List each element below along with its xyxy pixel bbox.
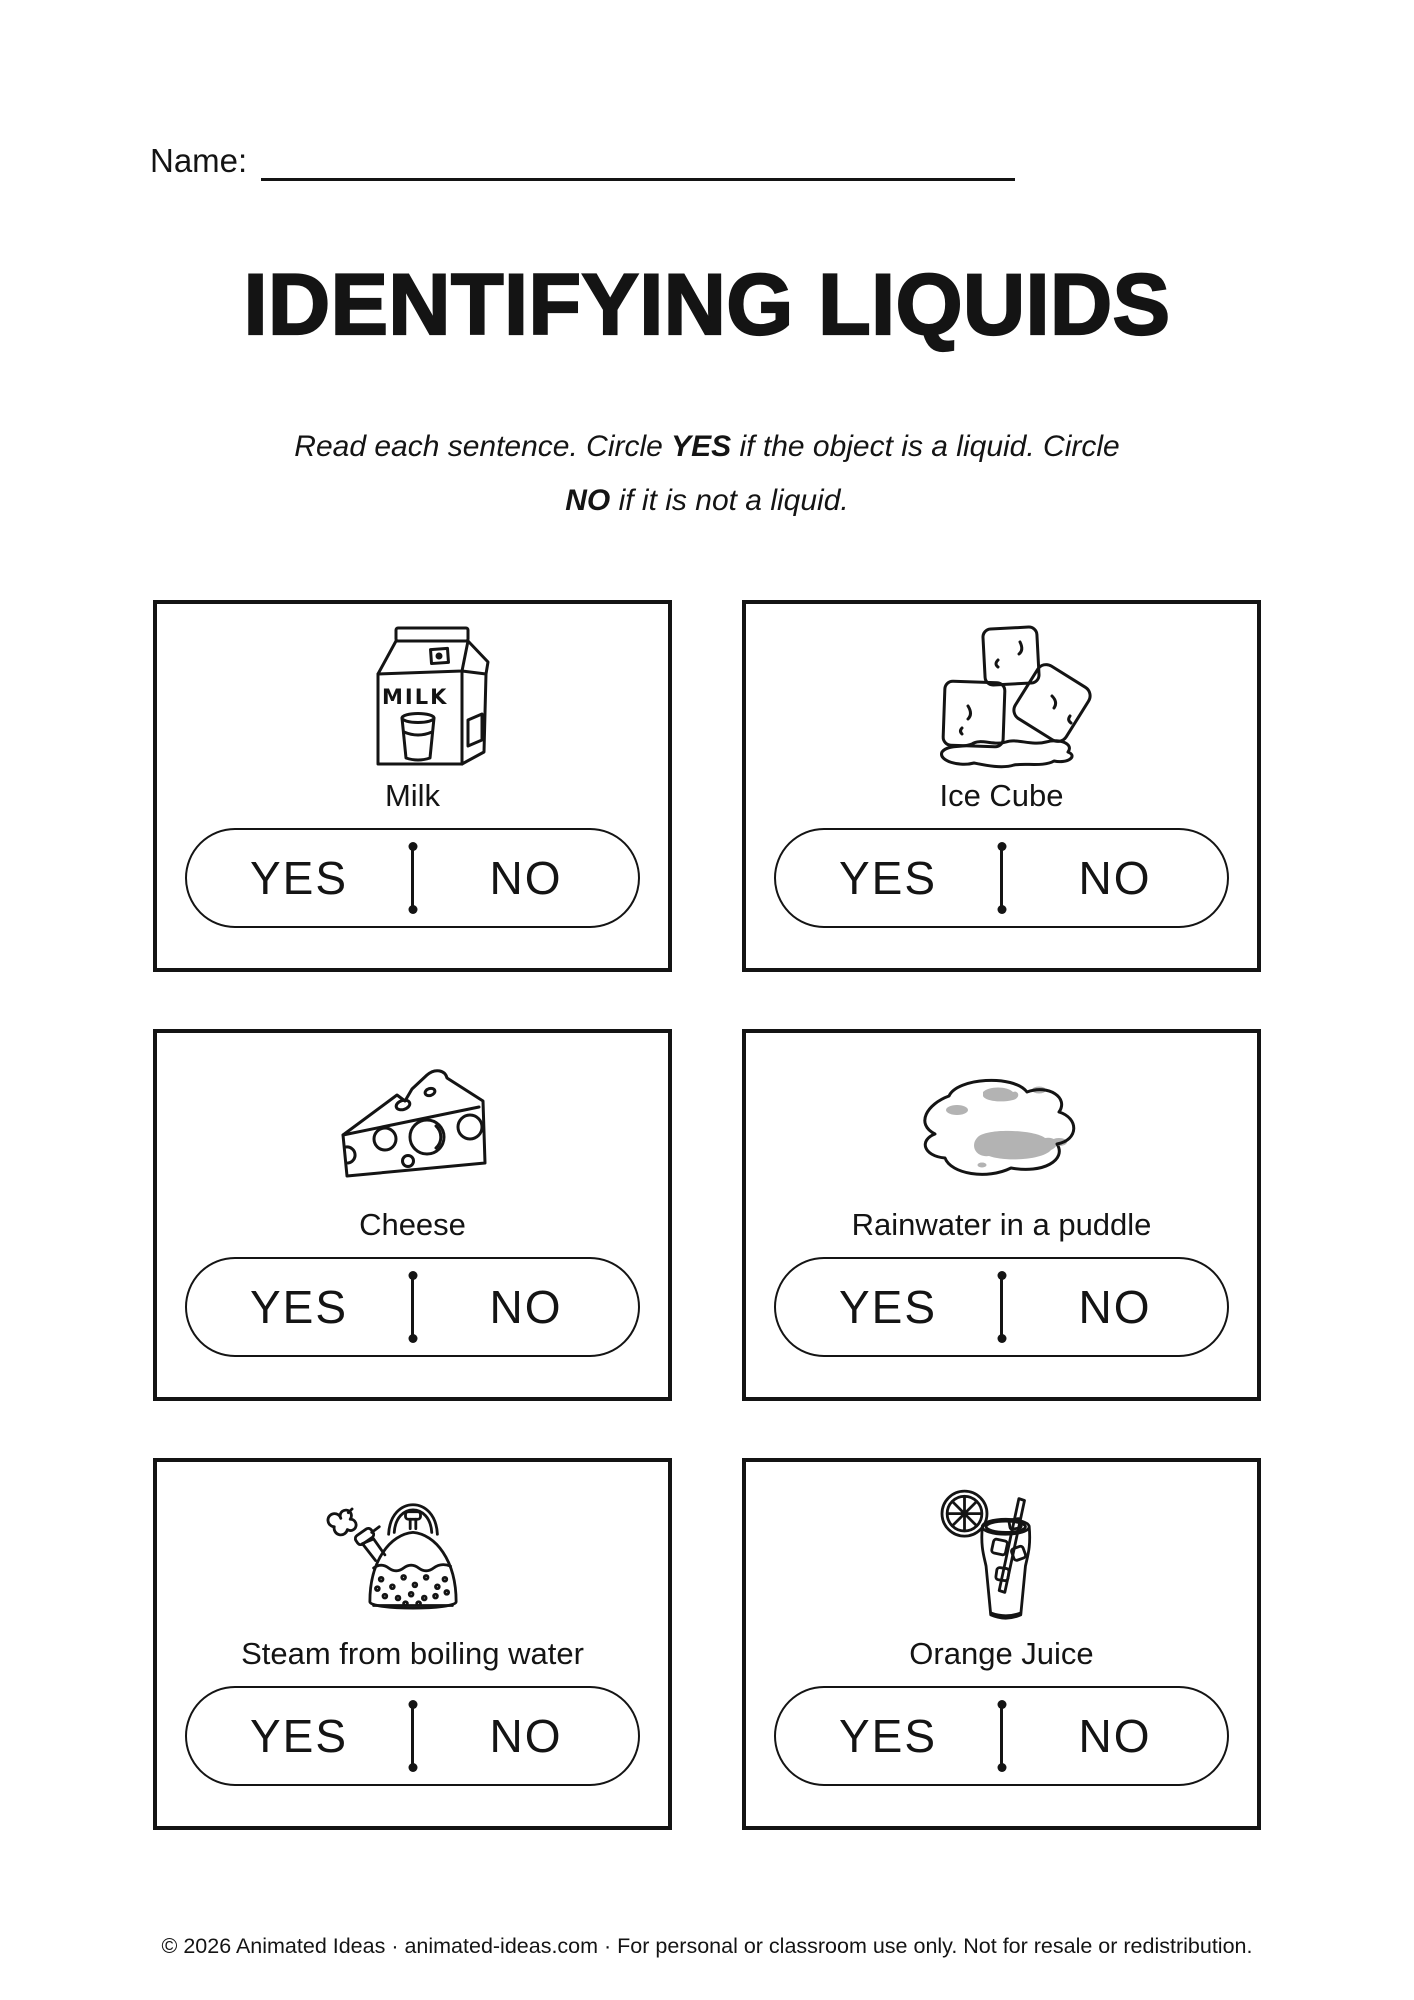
yes-option[interactable]: YES [838,1710,938,1762]
question-grid [153,600,1261,1830]
divider-line [1000,1276,1003,1338]
no-option[interactable]: NO [489,852,563,904]
page-title: IDENTIFYING LIQUIDS [243,257,1171,353]
divider-line [1000,1705,1003,1767]
no-option[interactable]: NO [489,1710,563,1762]
no-option[interactable]: NO [1078,852,1152,904]
yes-option[interactable]: YES [249,1710,349,1762]
card-milk [153,600,672,972]
item-label: Milk [384,778,441,813]
card-ice-cube [742,600,1261,972]
yes-no-pill [774,828,1229,928]
ice-cubes-icon [902,616,1102,774]
milk-carton-icon [318,616,508,774]
item-label: Rainwater in a puddle [851,1207,1152,1242]
divider-line [1000,847,1003,909]
yes-option[interactable]: YES [249,1281,349,1333]
divider-line [411,1276,414,1338]
card-orange-juice [742,1458,1261,1830]
yes-option[interactable]: YES [249,852,349,904]
no-option[interactable]: NO [1078,1281,1152,1333]
copyright-footer: © 2026 Animated Ideas · animated-ideas.com · For personal or classroom use only. Not for resale or redistribution. [161,1934,1253,1958]
yes-no-pill [185,828,640,928]
card-cheese [153,1029,672,1401]
item-label: Ice Cube [939,778,1064,813]
cheese-wedge-icon [313,1045,513,1203]
card-steam [153,1458,672,1830]
carton-text: MILK [381,685,448,709]
item-label: Steam from boiling water [241,1636,584,1671]
instructions-line-1: Read each sentence. Circle YES if the object is a liquid. Circle [294,430,1120,463]
yes-no-pill [185,1686,640,1786]
divider-line [411,1705,414,1767]
item-label: Cheese [359,1207,466,1242]
whistling-kettle-icon [319,1474,507,1632]
no-option[interactable]: NO [489,1281,563,1333]
item-label: Orange Juice [909,1636,1094,1671]
yes-option[interactable]: YES [838,1281,938,1333]
name-row [150,138,1015,181]
orange-juice-glass-icon [908,1474,1096,1632]
no-option[interactable]: NO [1078,1710,1152,1762]
instructions [0,420,1414,528]
yes-option[interactable]: YES [838,852,938,904]
name-write-in-line[interactable] [261,138,1015,181]
rain-puddle-icon [887,1045,1117,1203]
divider-line [411,847,414,909]
yes-no-pill [774,1686,1229,1786]
yes-no-pill [185,1257,640,1357]
instructions-line-2: NO if it is not a liquid. [565,484,849,517]
name-label: Name: [150,142,248,179]
card-rainwater [742,1029,1261,1401]
yes-no-pill [774,1257,1229,1357]
